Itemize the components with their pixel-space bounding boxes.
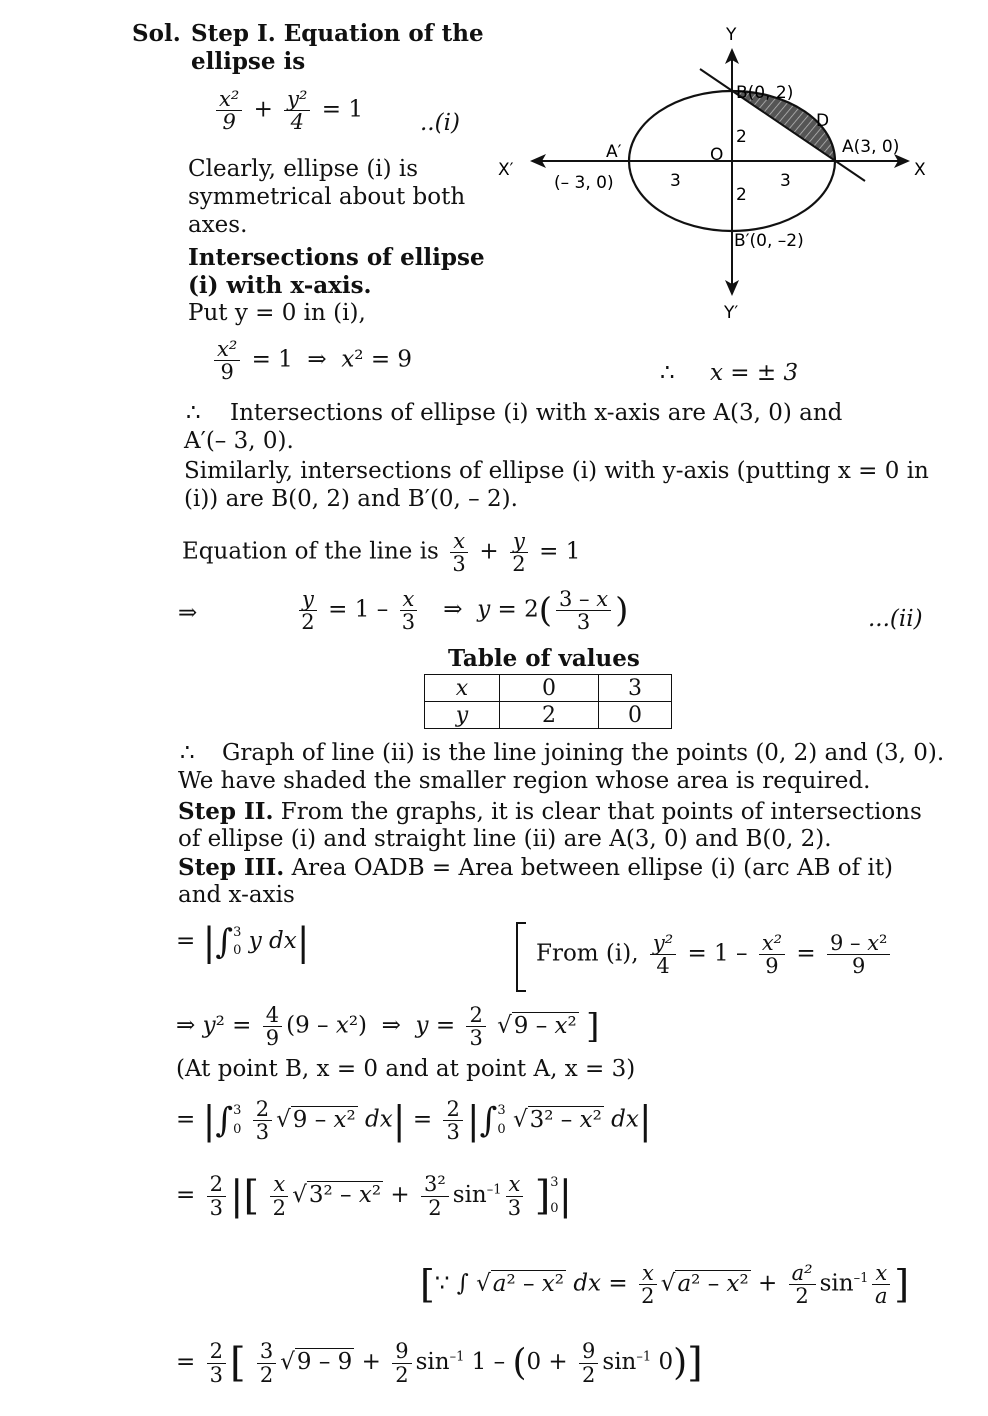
- a-neg-coord: (– 3, 0): [554, 173, 614, 193]
- therefore-symbol: ∴: [660, 360, 675, 386]
- at-point-text: (At point B, x = 0 and at point A, x = 3): [176, 1056, 636, 1082]
- put-y-zero: Put y = 0 in (i),: [188, 300, 366, 326]
- integral-step3: = $\frac{2}{3}$ [ $\frac{3}{2}$ √9 – 9 + $\frac{9}{2}$ $\sin^{-1} 1 - (0$ + $\frac{9}{2}$ $\sin^{-1} 0$)]: [176, 1339, 703, 1387]
- intersection-heading2: (i) with x-axis.: [188, 272, 372, 299]
- length-left-label: 3: [670, 171, 681, 191]
- x-axis-label: X: [914, 160, 926, 180]
- intersection-heading1: Intersections of ellipse: [188, 244, 485, 271]
- y-neg-label: Y′: [724, 303, 739, 323]
- line-equation-label: Equation of the line is: [182, 538, 439, 565]
- length-down-label: 2: [736, 185, 747, 205]
- step1-title: Step I. Equation of the: [191, 20, 484, 47]
- table-cell: 2: [500, 702, 599, 729]
- length-right-label: 3: [780, 171, 791, 191]
- symmetry-line1: Clearly, ellipse (i) is: [188, 156, 419, 182]
- ellipse-diagram: [490, 18, 930, 338]
- step1-title-line2: ellipse is: [191, 48, 306, 75]
- integral-area: = |∫ 3 0 y dx|: [176, 920, 310, 964]
- integral-step1: = |∫ 3 0 $\frac{2}{3}$ √9 – x² dx| = $\frac{2}{3}$ |∫ 3 0 √3² – x² dx|: [176, 1097, 652, 1145]
- table-cell: 0: [599, 702, 672, 729]
- table-row: [425, 675, 672, 702]
- table-row: [425, 702, 672, 729]
- origin-label: O: [710, 145, 724, 165]
- table-cell: 3: [599, 675, 672, 702]
- table-cell: x: [425, 675, 500, 702]
- from-i-equation: From (i), $\frac{\text{y²}}{4}$ = 1 – $\frac{\text{x²}}{9}$ = $\frac{\text{9 – x²}}{9}$: [536, 932, 894, 977]
- symmetry-line2: symmetrical about both: [188, 184, 466, 210]
- bracket-top: [516, 922, 526, 924]
- formula-hint: [∵ ∫ √a² – x² dx = $\frac{x}{2}$ √a² – x² + $\frac{\text{a²}}{2}$ $\sin^{-1}$ $\frac{x}{a}$ ]: [420, 1261, 910, 1309]
- symmetry-line3: axes.: [188, 212, 248, 238]
- step2-line2: of ellipse (i) and straight line (ii) are A(3, 0) and B(0, 2).: [178, 826, 832, 852]
- step2-label: Step II.: [178, 798, 274, 825]
- table-cell: y: [425, 702, 500, 729]
- step3-label: Step III.: [178, 854, 285, 881]
- y-intersections-line2: (i)) are B(0, 2) and B′(0, – 2).: [184, 486, 518, 512]
- x-neg-label: X′: [498, 160, 514, 180]
- integral-step2: = $\frac{2}{3}$ |[ $\frac{x}{2}$ √3² – x² + $\frac{\text{3²}}{2}$ $\sin^{-1}$ $\frac{x}{3}$ ]3 0|: [176, 1172, 573, 1220]
- table-title: Table of values: [448, 645, 640, 672]
- line-rearranged: $\frac{y}{2}$ = 1 – $\frac{x}{3}$ ⇒ y = 2( $\frac{3 - x}{3}$ ): [295, 588, 628, 633]
- therefore-symbol-3: ∴: [180, 740, 195, 766]
- x-result: x = ± 3: [710, 360, 799, 386]
- line-equation: Equation of the line is $\frac{x}{3}$ + $\frac{y}{2}$ = 1: [182, 529, 581, 577]
- d-label: D: [816, 111, 830, 131]
- bracket-left: [516, 922, 518, 992]
- b-neg-label: B′(0, –2): [734, 231, 804, 251]
- equation-number-ii: ...(ii): [868, 606, 923, 632]
- sol-label: Sol.: [132, 20, 181, 47]
- x-squared-equation: $\frac{\text{x²}}{9}$ = 1 ⇒ x² = 9: [210, 338, 412, 383]
- graph-line-text: Graph of line (ii) is the line joining the points (0, 2) and (3, 0).: [222, 740, 945, 766]
- length-up-label: 2: [736, 127, 747, 147]
- implies-arrow: ⇒: [178, 600, 198, 626]
- therefore-symbol-2: ∴: [186, 400, 201, 426]
- a-point-label: A(3, 0): [842, 137, 900, 157]
- step2-line1: [178, 798, 922, 825]
- y-axis-label: Y: [726, 25, 737, 45]
- step3-line2: and x-axis: [178, 882, 295, 908]
- from-label: From (i),: [536, 940, 639, 967]
- shaded-region-text: We have shaded the smaller region whose area is required.: [178, 768, 871, 794]
- y-expression: ⇒ y² = $\frac{4}{9}$ (9 – x²) ⇒ y = $\frac{2}{3}$ √9 – x² ]: [176, 1003, 600, 1051]
- a-neg-label: A′: [606, 142, 622, 162]
- x-intersections-line1: Intersections of ellipse (i) with x-axis are A(3, 0) and: [230, 400, 843, 426]
- step2-text: From the graphs, it is clear that points of intersections: [280, 799, 922, 825]
- equation-number-i: ..(i): [420, 110, 460, 136]
- x-intersections-line2: A′(– 3, 0).: [184, 428, 294, 454]
- y-intersections-line1: Similarly, intersections of ellipse (i) with y-axis (putting x = 0 in: [184, 458, 929, 484]
- step3-line1: [178, 854, 893, 881]
- ellipse-equation: $\frac{\text{x²}}{9}$ + $\frac{\text{y²}}{4}$ = 1: [212, 88, 363, 133]
- b-point-label: B(0, 2): [736, 83, 794, 103]
- table-cell: 0: [500, 675, 599, 702]
- values-table: [424, 674, 672, 729]
- step3-text: Area OADB = Area between ellipse (i) (arc AB of it): [291, 855, 894, 881]
- bracket-bottom: [516, 990, 526, 992]
